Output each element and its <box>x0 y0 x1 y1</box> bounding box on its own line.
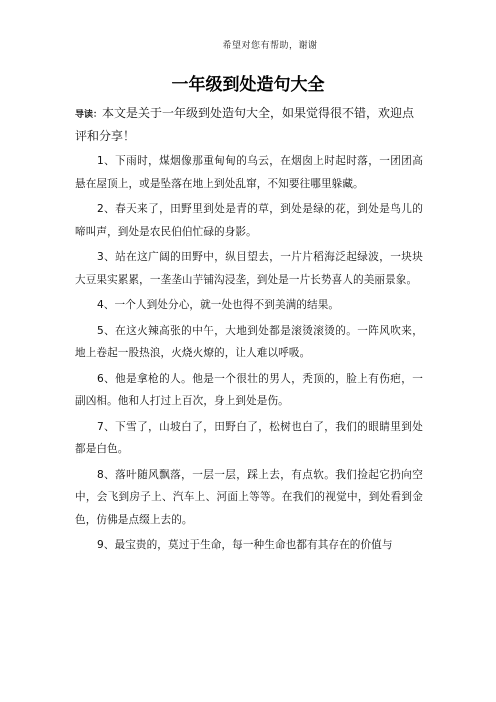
paragraph-4: 4、一个人到处分心，就一处也得不到美满的结果。 <box>97 299 340 311</box>
paragraph-7: 7、下雪了，山坡白了，田野白了，松树也白了，我们的眼睛里到处都是白色。 <box>75 420 423 455</box>
paragraph-6: 6、他是拿枪的人。他是一个很壮的男人，秃顶的，脸上有伤疤，一副凶相。他和人打过上百次，身上到处是伤。 <box>75 372 423 407</box>
paragraph-2: 2、春天来了，田野里到处是青的草，到处是绿的花，到处是鸟儿的啼叫声，到处是农民伯伯忙碌的身影。 <box>75 203 423 238</box>
intro-label: 导读： <box>75 110 103 120</box>
intro <box>75 103 423 147</box>
document-body <box>75 103 423 560</box>
paragraph-8: 8、落叶随风飘落，一层一层，踩上去，有点软。我们捡起它扔向空中，会飞到房子上、汽车上、河面上等等。在我们的视觉中，到处看到金色，仿佛是点缀上去的。 <box>75 468 423 526</box>
header-note: 希望对您有帮助，谢谢 <box>222 41 318 51</box>
paragraph-5: 5、在这火辣高张的中午，大地到处都是滚烫滚烫的。一阵风吹来，地上卷起一股热浪，火烧火燎的，让人难以呼吸。 <box>75 324 423 359</box>
paragraph-9: 9、最宝贵的，莫过于生命，每一种生命也都有其存在的价值与 <box>97 539 393 551</box>
document-title: 一年级到处造句大全 <box>171 75 325 95</box>
intro-text: 本文是关于一年级到处造句大全，如果觉得很不错，欢迎点评和分享！ <box>75 106 415 143</box>
paragraph-1: 1、下雨时，煤烟像那重甸甸的乌云，在烟囱上时起时落，一团团高悬在屋顶上，或是坠落在地上到处乱窜，不知要往哪里躲藏。 <box>75 155 423 190</box>
paragraph-3: 3、站在这广阔的田野中，纵目望去，一片片稻海泛起绿波，一块块大豆果实累累，一垄垄山芋铺沟浸垄，到处是一片长势喜人的美丽景象。 <box>75 251 423 286</box>
